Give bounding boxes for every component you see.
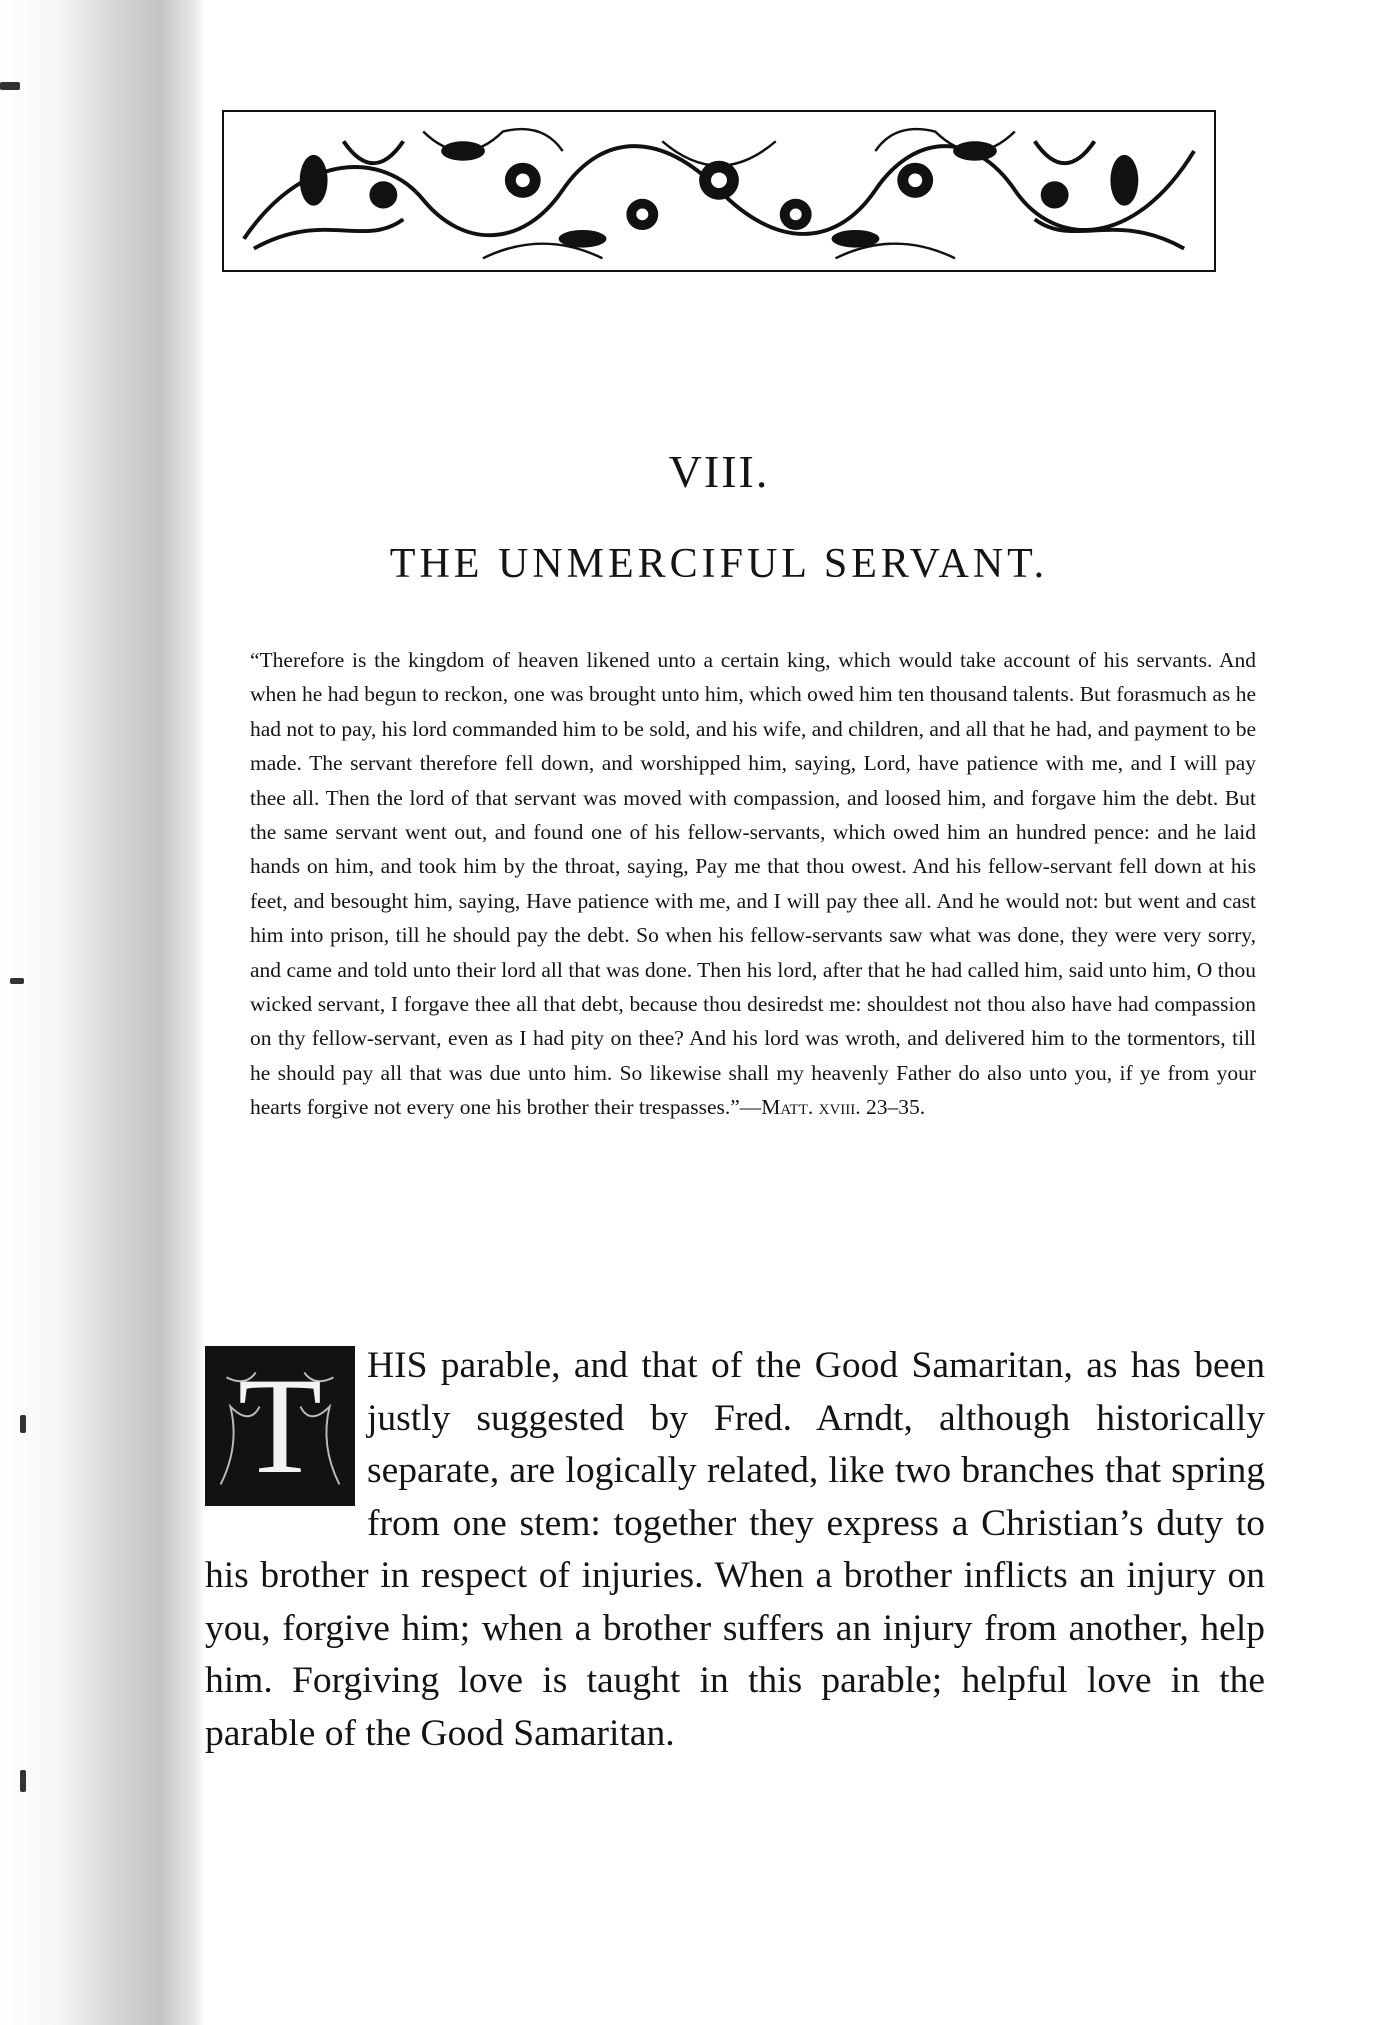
body-paragraph: [205, 1340, 1265, 1760]
ornamental-dropcap: [205, 1346, 355, 1506]
body-text: HIS parable, and that of the Good Samaritan, as has been justly suggested by Fred. Arndt, although historically separate, are logically related, like two branches that spring from one stem: together they express a Christian’s duty to his brother in respect of injuries. When a brother inflicts an injury on you, forgive him; when a brother suffers an injury from another, help him. Forgiving love is taught in this parable; helpful love in the parable of the Good Samaritan.: [205, 1345, 1265, 1754]
margin-mark: [20, 1770, 26, 1792]
chapter-number: VIII.: [668, 446, 770, 497]
margin-mark: [10, 978, 24, 984]
ornamental-headpiece: [222, 110, 1216, 272]
chapter-title: THE UNMERCIFUL SERVANT.: [389, 541, 1049, 587]
margin-mark: [0, 82, 20, 90]
dropcap-letter: T: [237, 1349, 323, 1502]
margin-mark: [20, 1415, 26, 1433]
binding-gutter-shadow: [0, 0, 205, 2025]
floral-scroll-ornament: [224, 112, 1214, 270]
epigraph-citation: Matt. xviii. 23–35.: [761, 1095, 926, 1120]
epigraph-text: “Therefore is the kingdom of heaven likened unto a certain king, which would take account of his servants. And when he had begun to reckon, one was brought unto him, which owed him ten thousand talents. But forasmuch as he had not to pay, his lord commanded him to be sold, and his wife, and children, and all that he had, and payment to be made. The servant therefore fell down, and worshipped him, saying, Lord, have patience with me, and I will pay thee all. Then the lord of that servant was moved with compassion, and loosed him, and forgave him the debt. But the same servant went out, and found one of his fellow-servants, which owed him an hundred pence: and he laid hands on him, and took him by the throat, saying, Pay me that thou owest. And his fellow-servant fell down at his feet, and besought him, saying, Have patience with me, and I will pay thee all. And he would not: but went and cast him into prison, till he should pay the debt. So when his fellow-servants saw what was done, they were very sorry, and came and told unto their lord all that was done. Then his lord, after that he had called him, said unto him, O thou wicked servant, I forgave thee all that debt, because thou desiredst me: shouldest not thou also have had compassion on thy fellow-servant, even as I had pity on thee? And his lord was wroth, and delivered him to the tormentors, till he should pay all that was due unto him. So likewise shall my heavenly Father do also unto you, if ye from your hearts forgive not every one his brother their trespasses.”—: [250, 648, 1256, 1120]
scripture-epigraph: [250, 643, 1256, 1125]
